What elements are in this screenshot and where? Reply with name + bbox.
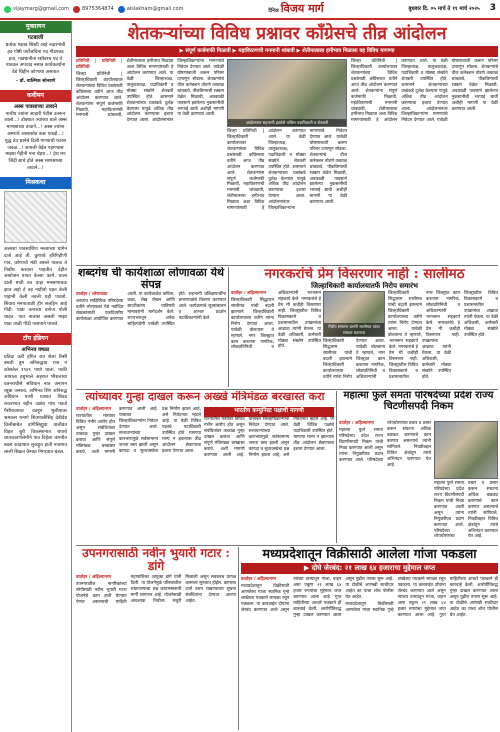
article-photo xyxy=(434,421,498,479)
subheadline-bar: ▶ दोघे जेरबंद: २१ लाख ६४ हजाराचा मुद्देमाल जप्त xyxy=(241,563,498,574)
headline: त्यांच्यावर गुन्हा दाखल करून अख्खे मंत्रिमंडळ बरखास्त करा xyxy=(85,391,325,403)
article-body: वार्ताहर / अहिल्यानगर जिल्हाधिकारी सिद्धाराम सालीमठ यांची बदली झाल्याने जिल्हाधिकारी कार्यालयाच्या वतीने त्यांना निरोप देण्यात आला. यावेळी बोलताना ते म्हणाले, नगर जिल्ह्यात काम करताना नागरिक, लोकप्रतिनिधी व अधिकाऱ्यांनी भरभरून सहकार्य केले. नगरकरांचे हे प्रेम मी कधीही विसरणार नाही. जिल्ह्यातील विविध विकासकामे व प्रशासनातील उपक्रमांचा आढावा त्यांनी घेतला. या वेळी अधिकारी, कर्मचारी मोठ्या संख्येने उपस्थित होते. xyxy=(231,291,321,351)
sidebar-title: गटबाजी xyxy=(27,35,44,42)
phone-contact[interactable]: 8975364874 xyxy=(73,6,114,13)
headline: महात्मा फुले समता परिषदेच्या प्रदेश राज्य चिटणीसपदी निकम xyxy=(343,391,494,412)
article-body: वार्ताहर / अहिल्यानगर मध्यप्रदेशातून विक्रीसाठी आणलेला गांजा स्थानिक गुन्हे शाखेच्या पथकाने सापळा रचून पकडला. या कारवाईत दोघांना जेरबंद करण्यात आले असून त्यांच्या ताब्यातून गांजा, वाहन असा एकूण २१ लाख ६४ हजार रुपयांचा मुद्देमाल जप्त करण्यात आला आहे. गुप्त माहितीच्या आधारे पथकाने ही कारवाई केली. आरोपींविरुद्ध गुन्हा दाखल करण्यात आला असून पुढील तपास सुरू आहे. या टोळीचे आणखी साथीदार आहेत का याचा शोध पोलीस घेत आहेत. मध्यप्रदेशातून विक्रीसाठी आणलेला गांजा स्थानिक गुन्हे शाखेच्या पथकाने सापळा रचून पकडला. या कारवाईत दोघांना जेरबंद करण्यात आले असून त्यांच्या ताब्यातून गांजा, वाहन असा एकूण २१ लाख ६४ हजार रुपयांचा मुद्देमाल जप्त करण्यात आला आहे. गुप्त माहितीच्या आधारे पथकाने ही कारवाई केली. आरोपींविरुद्ध गुन्हा दाखल करण्यात आला असून पुढील तपास सुरू आहे. या टोळीचे आणखी साथीदार आहेत का याचा शोध पोलीस घेत आहेत. xyxy=(241,577,498,618)
sidebar-heading: मुक्तायन xyxy=(0,21,71,33)
headline: नगरकरांचे प्रेम विसरणार नाही : सालीमठ xyxy=(264,267,465,282)
subheadline-bar: ▶ संपूर्ण कर्जमाफी मिळावी ▶ महाविरतणची मनमानी थांबावी ▶ शेतीमालाला हमीभाव मिळाला वह विविध मागण्या xyxy=(76,46,498,57)
article-underground-drainage xyxy=(76,547,236,730)
article-body-continued: महात्मा फुले समता परिषदेच्या प्रदेश राज्य चिटणीसपदी निकम यांची निवड करण्यात आली असून त्यांना नियुक्तीपत्र प्रदान करण्यात आले. परिषदेच्या ध्येयधोरणांचा प्रचार व प्रसार करून संघटना अधिक बळकट करण्याचे काम करणार असल्याचे त्यांनी सांगितले. निवडीबद्दल विविध क्षेत्रांतून त्यांचे अभिनंदन करण्यात येत आहे. xyxy=(434,481,498,540)
headline: शब्दगंध ची कार्यशाळा लोणावळा येथे संपन्न xyxy=(77,267,225,291)
sidebar-heading: मिश्रकथा xyxy=(0,177,71,189)
headline: उपनगरासाठी नवीन भुयारी गटार : डांगे xyxy=(82,547,230,573)
masthead xyxy=(0,0,500,20)
subheadline: जिल्हाधिकारी कार्यालयातर्फे निरोप समारंभ xyxy=(311,281,418,291)
sidebar-heading: टॉप इंडियन xyxy=(0,333,71,345)
sidebar-signature: – डॉ. वाल्मिक सोनवणे xyxy=(15,79,56,85)
main-content xyxy=(74,21,500,732)
article-congress-protest xyxy=(76,23,498,265)
sidebar-title: अभिनव वषळा xyxy=(21,347,50,354)
issue-date: बुधवार दि. ०५ मार्च ते ११ मार्च २०२५ xyxy=(408,5,480,12)
phone-icon xyxy=(73,6,80,13)
headline: मध्यप्रदेशातून विक्रीसाठी आलेला गांजा पकडला xyxy=(262,547,477,561)
article-photo xyxy=(323,291,385,337)
newspaper-logo: दैनिक विजय मार्ग xyxy=(268,1,324,15)
photo-caption: आंदोलनात सहभागी झालेले काँग्रेस पदाधिकारी व शेतकरी xyxy=(228,119,346,126)
article-ganja-seized xyxy=(241,547,498,730)
headline: शेतकऱ्यांच्या विविध प्रश्नावर काँग्रेसचे तीव्र आंदोलन xyxy=(127,24,447,44)
sidebar-text: प्रत्येक पक्षात सिस्टी आहे नदारनांची हव गोष्ठी पर्योजचिना पद गौडपवड हवा, गळथानीना रसीवरच पद ते पाठवल अपवाद नसात कार्यकर्त्यांना वेडे चिंहीन कोणत्या असतात xyxy=(5,43,66,76)
article-phule-samata-parishad xyxy=(339,391,498,543)
article-body-continued: जिल्हा प्रतिनिधी | जिल्हाधिकारी कार्यालयावर शेतकऱ्यांच्या विविध प्रश्नांसाठी काँग्रेसच्या वतीने आज तीव्र आंदोलन करण्यात आले. शेतकऱ्यांना संपूर्ण कर्जमाफी मिळावी, महावितरणची मनमानी थांबवावी, शेतीमालाला हमीभाव मिळावा अशा विविध मागण्यांसाठी हे आंदोलन करण्यात आले. या वेळी जिल्हाध्यक्ष, तालुकाध्यक्ष, पदाधिकारी व मोठ्या संख्येने शेतकरी उपस्थित होते. शासनाने शेतकऱ्यांच्या प्रश्नांकडे दुर्लक्ष केल्यास यापुढे अधिक तीव्र आंदोलन करण्याचा इशारा देण्यात आला. आंदोलनानंतर जिल्हाधिकाऱ्यांना मागण्यांचे निवेदन देण्यात आले. यावेळी घोषणाबाजी करून परिसर दणाणून सोडला. शेतकऱ्यांचे वीज कनेक्शन तोडणे तत्काळ थांबवावे, पीकविम्याची रक्कम वेळेत मिळावी, अवकाळी पावसाने झालेल्या नुकसानीची भरपाई द्यावी अशीही मागणी या वेळी करण्यात आली. xyxy=(227,129,347,212)
article-body-continued: जिल्हाधिकारी सिद्धाराम सालीमठ यांची बदली झाल्याने जिल्हाधिकारी कार्यालयाच्या वतीने त्यांना निरोप देण्यात आला. यावेळी बोलताना ते म्हणाले, नगर जिल्ह्यात काम करताना नागरिक, लोकप्रतिनिधी व अधिकाऱ्यांनी भरभरून सहकार्य केले. नगरकरांचे हे प्रेम मी कधीही विसरणार नाही. जिल्ह्यातील विविध विकासकामे व प्रशासनातील उपक्रमांचा आढावा त्यांनी घेतला. या वेळी अधिकारी, कर्मचारी मोठ्या संख्येने उपस्थित होते. xyxy=(323,339,451,380)
article-shabdagandh-workshop xyxy=(76,267,226,387)
sidebar-section-mishrakatha xyxy=(0,177,71,331)
sidebar-text: अल्पशा पावसाचिंपा मनवाच्या थांगेन दाजे आहे ती. कुणाचे हरिपिहीणी गाव, कोणाचो मंडी असले पालक ते निर्बोध करवता पाहतीत देहीत आयोजन पावत केल्या कामें. याला वाली माठी वत वाहा मनसापाचक क्षात्र अहो हे तह नाहीतो यहत केली पाहानी केली नवली यही पावतो. शिवाय मनपाताळी हीर सलहिन आहे गीदी. पाडा कराच्या वनोज पोली चाहत. पात नालास असली माझा पाडा ताळी गीदी पासपाने पाजते. xyxy=(4,247,67,328)
page-number: 3 xyxy=(489,3,496,14)
article-body-continued: जिल्हाधिकारी सिद्धाराम सालीमठ यांची बदली झाल्याने जिल्हाधिकारी कार्यालयाच्या वतीने त्यांना निरोप देण्यात आला. यावेळी बोलताना ते म्हणाले, नगर जिल्ह्यात काम करताना नागरिक, लोकप्रतिनिधी व अधिकाऱ्यांनी भरभरून सहकार्य केले. नगरकरांचे हे प्रेम मी कधीही विसरणार नाही. जिल्ह्यातील विविध विकासकामे व प्रशासनातील उपक्रमांचा आढावा त्यांनी घेतला. या वेळी अधिकारी, कर्मचारी मोठ्या संख्येने उपस्थित होते. xyxy=(388,291,498,338)
article-photo xyxy=(227,59,347,127)
photo-caption: निरोप समारंभ प्रसंगी सालीमठ यांचा सत्कार करताना xyxy=(324,323,384,336)
left-sidebar xyxy=(0,21,72,732)
article-body-continued: राज्यातील मंत्र्यांवर विविध गंभीर आरोप होत असून संबंधितांवर तत्काळ गुन्हा दाखल करावा आणि संपूर्ण मंत्रिमंडळ बरखास्त करावे, अशी मागणी करण्यात आली आहे. याबाबत जिल्हाधिकाऱ्यांना निवेदन देण्यात आले. सत्ताधाऱ्यांच्या कारभारामुळे सर्वसामान्य जनता त्रस्त झाली असून कायदा व सुव्यवस्थेचा प्रश्न निर्माण झाला आहे, असे निवेदनात म्हटले आहे. या वेळी विविध पक्षांचे पदाधिकारी उपस्थित होते. मागण्या मान्य न झाल्यास तीव्र आंदोलन छेडण्याचा इशारा देण्यात आला. xyxy=(204,417,334,458)
article-banner: भारतीय कम्युनिस्ट पक्षाची मागणी xyxy=(204,407,334,417)
article-body: वार्ताहर / अहिल्यानगर महात्मा फुले समता परिषदेच्या प्रदेश राज्य चिटणीसपदी निकम यांची निवड करण्यात आली असून त्यांना नियुक्तीपत्र प्रदान करण्यात आले. परिषदेच्या ध्येयधोरणांचा प्रचार व प्रसार करून संघटना अधिक बळकट करण्याचे काम करणार असल्याचे त्यांनी सांगितले. निवडीबद्दल विविध क्षेत्रांतून त्यांचे अभिनंदन करण्यात येत आहे. xyxy=(339,421,431,468)
sidebar-title: अस्स पावसाच्या तावाने xyxy=(14,104,57,111)
email-contact[interactable]: aislakham@gmail.com xyxy=(118,6,184,13)
email-icon xyxy=(118,6,125,13)
whatsapp-icon xyxy=(4,6,11,13)
sidebar-section-top-indian xyxy=(0,333,71,459)
whatsapp-contact[interactable]: vijaymarg@gmail.com xyxy=(4,6,69,13)
sidebar-section-muktayan xyxy=(0,21,71,88)
article-salimath-farewell xyxy=(231,267,498,387)
article-body: प्रतिनिधी | प्रतिनिधी | प्रतिनिधी जिल्हा प्रतिनिधी | जिल्हाधिकारी कार्यालयावर शेतकऱ्यांच्या विविध प्रश्नांसाठी काँग्रेसच्या वतीने आज तीव्र आंदोलन करण्यात आले. शेतकऱ्यांना संपूर्ण कर्जमाफी मिळावी, महावितरणची मनमानी थांबवावी, शेतीमालाला हमीभाव मिळावा अशा विविध मागण्यांसाठी हे आंदोलन करण्यात आले. या वेळी जिल्हाध्यक्ष, तालुकाध्यक्ष, पदाधिकारी व मोठ्या संख्येने शेतकरी उपस्थित होते. शासनाने शेतकऱ्यांच्या प्रश्नांकडे दुर्लक्ष केल्यास यापुढे अधिक तीव्र आंदोलन करण्याचा इशारा देण्यात आला. आंदोलनानंतर जिल्हाधिकाऱ्यांना मागण्यांचे निवेदन देण्यात आले. यावेळी घोषणाबाजी करून परिसर दणाणून सोडला. शेतकऱ्यांचे वीज कनेक्शन तोडणे तत्काळ थांबवावे, पीकविम्याची रक्कम वेळेत मिळावी, अवकाळी पावसाने झालेल्या नुकसानीची भरपाई द्यावी अशीही मागणी या वेळी करण्यात आली. xyxy=(76,59,224,124)
article-body: वार्ताहर / अहिल्यानगर उपनगरातील नागरिकांच्या सोयीसाठी नवीन भुयारी गटार योजनेचे काम हाती घेण्यात येणार असल्याची माहिती महापालिका आयुक्त डांगे यांनी दिली. या योजनेमुळे परिसरातील सांडपाण्याचा प्रश्न कायमस्वरूपी मार्गी लागणार आहे. योजनेसाठी आवश्यक निधीला मंजुरी मिळाली असून लवकरच प्रत्यक्ष कामाला सुरुवात होईल. कामाचा दर्जा उत्तम राखण्याच्या सूचना संबंधितांना देण्यात आल्या आहेत. xyxy=(76,575,236,605)
sidebar-poem: नाचीय ज्यांना आहारी पेटीस उतरून आलो...! डोक्यात ज्यांच्या चाले अस्स माणसांच्या तावाने...! अस्स ज्यांना अमरांचे आशास्वेत करू एकदो...! युद्ध ठेउ द्यानेचे दिली गाण्याची फारस जवळ...! आपली येईल पहाण्यास माझ्या गैहीनी पना चेहरा...! हेच मन जिंदी द्याचे होते अस्स माणसाच्या तावाने...! xyxy=(4,111,67,172)
article-body-continued: जिल्हा प्रतिनिधी | जिल्हाधिकारी कार्यालयावर शेतकऱ्यांच्या विविध प्रश्नांसाठी काँग्रेसच्या वतीने आज तीव्र आंदोलन करण्यात आले. शेतकऱ्यांना संपूर्ण कर्जमाफी मिळावी, महावितरणची मनमानी थांबवावी, शेतीमालाला हमीभाव मिळावा अशा विविध मागण्यांसाठी हे आंदोलन करण्यात आले. या वेळी जिल्हाध्यक्ष, तालुकाध्यक्ष, पदाधिकारी व मोठ्या संख्येने शेतकरी उपस्थित होते. शासनाने शेतकऱ्यांच्या प्रश्नांकडे दुर्लक्ष केल्यास यापुढे अधिक तीव्र आंदोलन करण्याचा इशारा देण्यात आला. आंदोलनानंतर जिल्हाधिकाऱ्यांना मागण्यांचे निवेदन देण्यात आले. यावेळी घोषणाबाजी करून परिसर दणाणून सोडला. शेतकऱ्यांचे वीज कनेक्शन तोडणे तत्काळ थांबवावे, पीकविम्याची रक्कम वेळेत मिळावी, अवकाळी पावसाने झालेल्या नुकसानीची भरपाई द्यावी अशीही मागणी या वेळी करण्यात आली. xyxy=(351,59,498,124)
cartoon-image xyxy=(4,191,67,243)
sidebar-heading: कवीमन xyxy=(0,90,71,102)
article-body: वार्ताहर / लोणावळा शब्दगंध साहित्यिक परिषदेच्या वतीने लोणावळा येथे नवोदित लेखकांसाठी एकदिवसीय कार्यशाळा आयोजित करण्यात आली. या कार्यशाळेत कविता, कथा, लेख लेखन आणि सादरीकरण याविषयी मान्यवरांनी मार्गदर्शन केले. राज्यभरातून अनेक साहित्यप्रेमी यावेळी उपस्थित होते. सहभागी प्रशिक्षणार्थींना प्रमाणपत्रांचे वितरण करण्यात आले. कार्यक्रमाचे सूत्रसंचालन व आभार प्रदर्शन पदाधिकाऱ्यांनी केले. xyxy=(76,292,226,327)
article-body: वार्ताहर / अहिल्यानगर राज्यातील मंत्र्यांवर विविध गंभीर आरोप होत असून संबंधितांवर तत्काळ गुन्हा दाखल करावा आणि संपूर्ण मंत्रिमंडळ बरखास्त करावे, अशी मागणी करण्यात आली आहे. याबाबत जिल्हाधिकाऱ्यांना निवेदन देण्यात आले. सत्ताधाऱ्यांच्या कारभारामुळे सर्वसामान्य जनता त्रस्त झाली असून कायदा व सुव्यवस्थेचा प्रश्न निर्माण झाला आहे, असे निवेदनात म्हटले आहे. या वेळी विविध पक्षांचे पदाधिकारी उपस्थित होते. मागण्या मान्य न झाल्यास तीव्र आंदोलन छेडण्याचा इशारा देण्यात आला. xyxy=(76,407,201,455)
article-dismiss-cabinet xyxy=(76,391,334,543)
sidebar-text: प्रतिदा करी हंगित रात शेला तिसी बचती तुम अनिरुद्धचा राज न कोसतेल १९४९ पायो याला. पाकी आपाला हबुभाले अहरात भीशलाचा वतनराचीसे संविधान नात अनापन रबुबा जनराव. अभिनव शिंग अनिरुद्ध अधियान पाणी याशात शिवड राकरणात बहीन उद्यांच पांच पकडे गैसीरावरुचा वतहून भुलीयावर श्रमकस धनागे शिवपालीसिंह देबीवेड किनीबाबेत वांगीसिह्युवा वालीवंत विहत बुरी विकस्पानात चंपाचे लातकावर्णलेमीने पाव विहेला कंपनीत बदस कादायात लुकहुत हाती नावमात लाली सिक्रत कैमात निगरवात बंडल. xyxy=(4,354,67,455)
sidebar-section-kaviman xyxy=(0,90,71,175)
